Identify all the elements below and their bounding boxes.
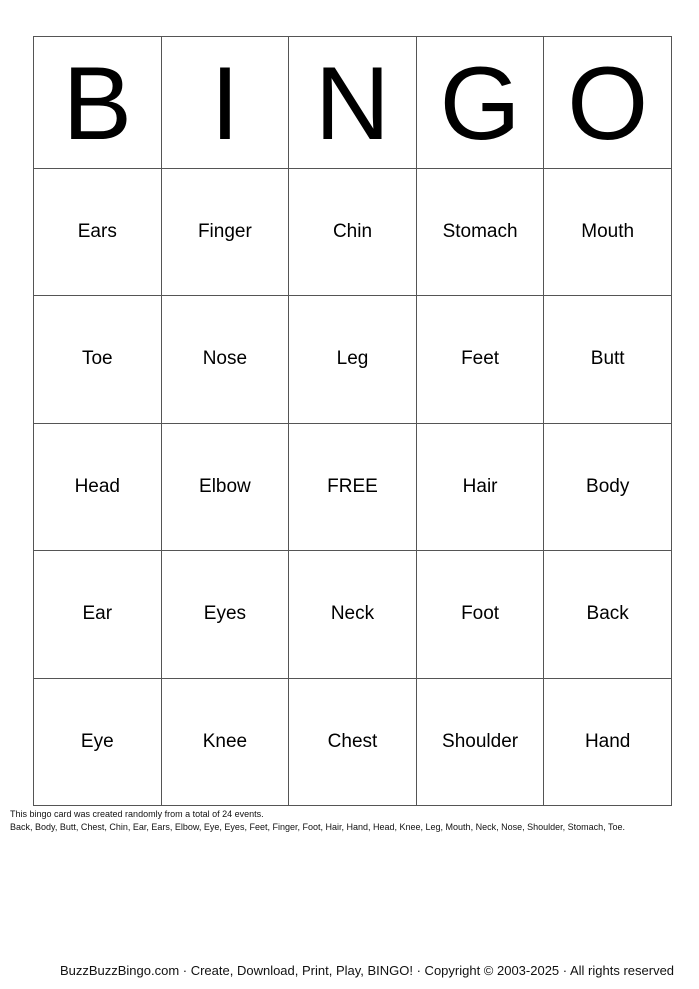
card-caption xyxy=(10,808,625,834)
card-cell: Nose xyxy=(161,296,289,424)
card-cell: Toe xyxy=(34,296,162,424)
card-cell: Knee xyxy=(161,678,289,806)
card-cell: Finger xyxy=(161,168,289,296)
header-letter: G xyxy=(416,37,544,169)
card-cell: Elbow xyxy=(161,423,289,551)
card-cell: Foot xyxy=(416,551,544,679)
card-cell: Chin xyxy=(289,168,417,296)
card-row xyxy=(34,551,672,679)
card-row xyxy=(34,168,672,296)
bingo-card xyxy=(33,36,672,806)
caption-summary: This bingo card was created randomly from a total of 24 events. xyxy=(10,809,264,819)
card-cell: Hair xyxy=(416,423,544,551)
header-letter: I xyxy=(161,37,289,169)
card-cell: Chest xyxy=(289,678,417,806)
header-letter: B xyxy=(34,37,162,169)
free-cell: FREE xyxy=(289,423,417,551)
card-row xyxy=(34,296,672,424)
card-row xyxy=(34,678,672,806)
card-row xyxy=(34,423,672,551)
card-cell: Mouth xyxy=(544,168,672,296)
card-cell: Neck xyxy=(289,551,417,679)
card-cell: Body xyxy=(544,423,672,551)
header-letter: O xyxy=(544,37,672,169)
card-cell: Eyes xyxy=(161,551,289,679)
card-cell: Back xyxy=(544,551,672,679)
footer-text: BuzzBuzzBingo.com · Create, Download, Print, Play, BINGO! · Copyright © 2003-2025 · All rights reserved xyxy=(59,963,675,978)
header-row xyxy=(34,37,672,169)
card-cell: Stomach xyxy=(416,168,544,296)
card-cell: Ears xyxy=(34,168,162,296)
header-letter: N xyxy=(289,37,417,169)
caption-word-list: Back, Body, Butt, Chest, Chin, Ear, Ears, Elbow, Eye, Eyes, Feet, Finger, Foot, Hair, Hand, Head, Knee, Leg, Mouth, Neck, Nose, Shoulder, Stomach, Toe. xyxy=(10,822,625,832)
footer xyxy=(0,963,699,978)
card-cell: Leg xyxy=(289,296,417,424)
card-cell: Ear xyxy=(34,551,162,679)
card-cell: Shoulder xyxy=(416,678,544,806)
card-cell: Feet xyxy=(416,296,544,424)
card-cell: Hand xyxy=(544,678,672,806)
card-cell: Butt xyxy=(544,296,672,424)
card-cell: Eye xyxy=(34,678,162,806)
card-cell: Head xyxy=(34,423,162,551)
